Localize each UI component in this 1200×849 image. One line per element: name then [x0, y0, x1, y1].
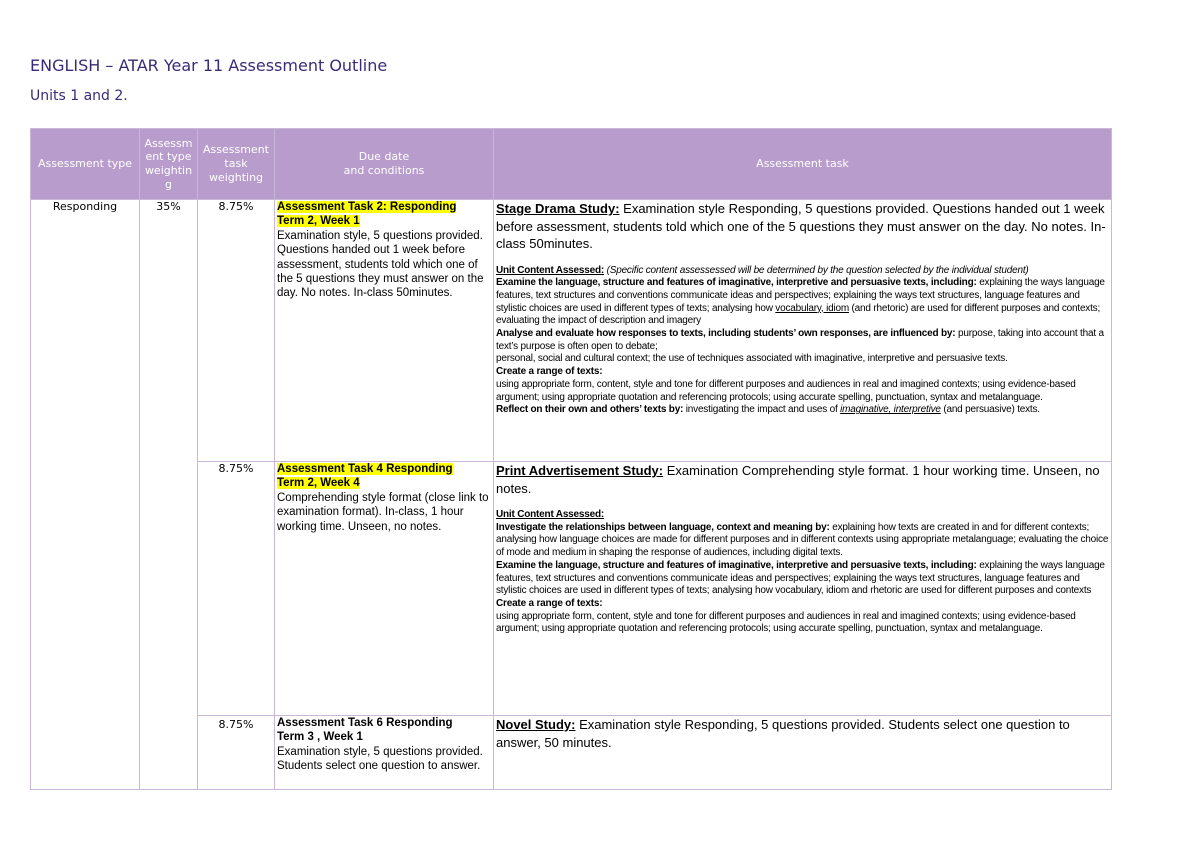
due-title [277, 462, 491, 476]
content-point-text: (and persuasive) texts. [940, 404, 1040, 416]
task-weighting-cell: 8.75% [198, 200, 275, 462]
header-assessment-type-weighting: Assessment type weighting [140, 129, 198, 200]
content-point-text: using appropriate form, content, style and tone for different purposes and audiences in real and imagined contexts; using evidence-based argument; using appropriate quotation and referencing protocols; using accurate spelling, punctuation, syntax and metalanguage. [496, 610, 1076, 635]
due-conditions: Examination style, 5 questions provided. Questions handed out 1 week before assessment, students told which one of the 5 questions they must answer on the day. No notes. In-class 50minutes. [277, 229, 484, 300]
content-heading: Unit Content Assessed: [496, 509, 605, 521]
due-date-cell [275, 200, 494, 462]
task-lead [496, 200, 1109, 253]
content-point-bold: Create a range of texts: [496, 597, 603, 609]
content-point-underlined: imaginative, interpretive [840, 404, 941, 416]
table-header-row [31, 129, 1112, 200]
task-lead [496, 716, 1109, 751]
header-due-date-line2: and conditions [343, 164, 425, 177]
content-point-bold: Reflect on their own and others’ texts by: [496, 404, 684, 416]
content-heading: Unit Content Assessed: [496, 264, 605, 276]
due-conditions: Comprehending style format (close link to examination format). In-class, 1 hour working time. Unseen, no notes. [277, 491, 489, 533]
content-point-bold: Create a range of texts: [496, 366, 603, 378]
content-point-bold: Examine the language, structure and features of imaginative, interpretive and persuasive texts, including: [496, 559, 977, 571]
header-assessment-type: Assessment type [31, 129, 140, 200]
due-title-line2: Term 2, Week 1 [277, 215, 360, 228]
content-point-text: explaining the ways language features, text structures and conventions communicate ideas and perspectives; explaining the ways text structures, language features and stylistic choices are used in different types of texts; analysing how [496, 277, 1105, 314]
due-date-cell [275, 716, 494, 790]
due-title-line1: Assessment Task 6 Responding [277, 717, 453, 729]
content-point-text: using appropriate form, content, style and tone for different purposes and audiences in real and imagined contexts; using evidence-based argument; using appropriate quotation and referencing protocols; using accurate spelling, punctuation, syntax and metalanguage. [496, 378, 1076, 403]
unit-content [496, 265, 1109, 417]
content-note: (Specific content assessessed will be determined by the question selected by the individual student) [604, 264, 1029, 276]
task-lead-text: Examination style Responding, 5 questions provided. Questions handed out 1 week before assessment, students told which one of the 5 questions they must answer on the day. No notes. In-class 50minutes. [496, 201, 1106, 252]
content-point-text: explaining how texts are created in and for different contexts; analysing how language choices are made for different purposes and in different contexts using appropriate metalanguage; evaluating the choice of mode and medium in shaping the response of audiences, including digital texts. [496, 521, 1109, 559]
task-lead [496, 462, 1109, 497]
content-point-text: purpose, taking into account that a text’s purpose is often open to debate; [496, 328, 1104, 352]
task-heading: Stage Drama Study: [496, 201, 620, 216]
content-point-text: investigating the impact and uses of [683, 404, 841, 416]
due-term [277, 214, 491, 228]
header-assessment-task-weighting: Assessment task weighting [198, 129, 275, 200]
due-term [277, 476, 491, 490]
due-conditions: Examination style, 5 questions provided. Students select one question to answer. [277, 745, 483, 773]
content-point-underlined: vocabulary, idiom [775, 302, 849, 314]
due-title-line2: Term 2, Week 4 [277, 477, 360, 490]
content-point-bold: Analyse and evaluate how responses to texts, including students’ own responses, are influenced by: [496, 328, 956, 340]
table-row [31, 200, 1112, 462]
document-title: ENGLISH – ATAR Year 11 Assessment Outline [30, 56, 388, 75]
assessment-type-cell: Responding [31, 200, 140, 790]
due-title-line1: Assessment Task 4 Responding [277, 463, 453, 475]
content-point-bold: Examine the language, structure and features of imaginative, interpretive and persuasive texts, including: [496, 277, 977, 289]
assessment-task-cell [494, 462, 1112, 716]
document-subtitle: Units 1 and 2. [30, 88, 128, 104]
content-point-text: (and rhetoric) are used for different purposes and contexts; evaluating the impact of description and imagery [496, 302, 1101, 327]
task-weighting-cell: 8.75% [198, 462, 275, 716]
due-date-cell [275, 462, 494, 716]
header-due-date [275, 129, 494, 200]
task-heading: Print Advertisement Study: [496, 463, 664, 478]
content-point-text: explaining the ways language features, text structures and conventions communicate ideas and perspectives; explaining the ways text structures, language features and stylistic choices are used in different types of texts; analysing how vocabulary, idiom and rhetoric are used for different purposes and contexts [496, 559, 1105, 597]
assessment-type-weighting-cell: 35% [140, 200, 198, 790]
assessment-task-cell [494, 716, 1112, 790]
content-point-text: personal, social and cultural context; the use of techniques associated with imaginative, interpretive and persuasive texts. [496, 353, 1008, 365]
due-title-line1: Assessment Task 2: Responding [277, 201, 457, 213]
task-lead-text: Examination Comprehending style format. 1 hour working time. Unseen, no notes. [496, 463, 1100, 496]
assessment-outline-table [30, 128, 1112, 790]
due-title-line2: Term 3 , Week 1 [277, 731, 363, 744]
header-due-date-line1: Due date [358, 150, 410, 164]
assessment-task-cell [494, 200, 1112, 462]
content-point-bold: Investigate the relationships between language, context and meaning by: [496, 521, 830, 533]
task-weighting-cell: 8.75% [198, 716, 275, 790]
header-assessment-task: Assessment task [494, 129, 1112, 200]
due-title [277, 200, 491, 214]
task-lead-text: Examination style Responding, 5 questions provided. Students select one question to answer, 50 minutes. [496, 717, 1070, 750]
task-heading: Novel Study: [496, 717, 576, 732]
unit-content [496, 509, 1109, 636]
